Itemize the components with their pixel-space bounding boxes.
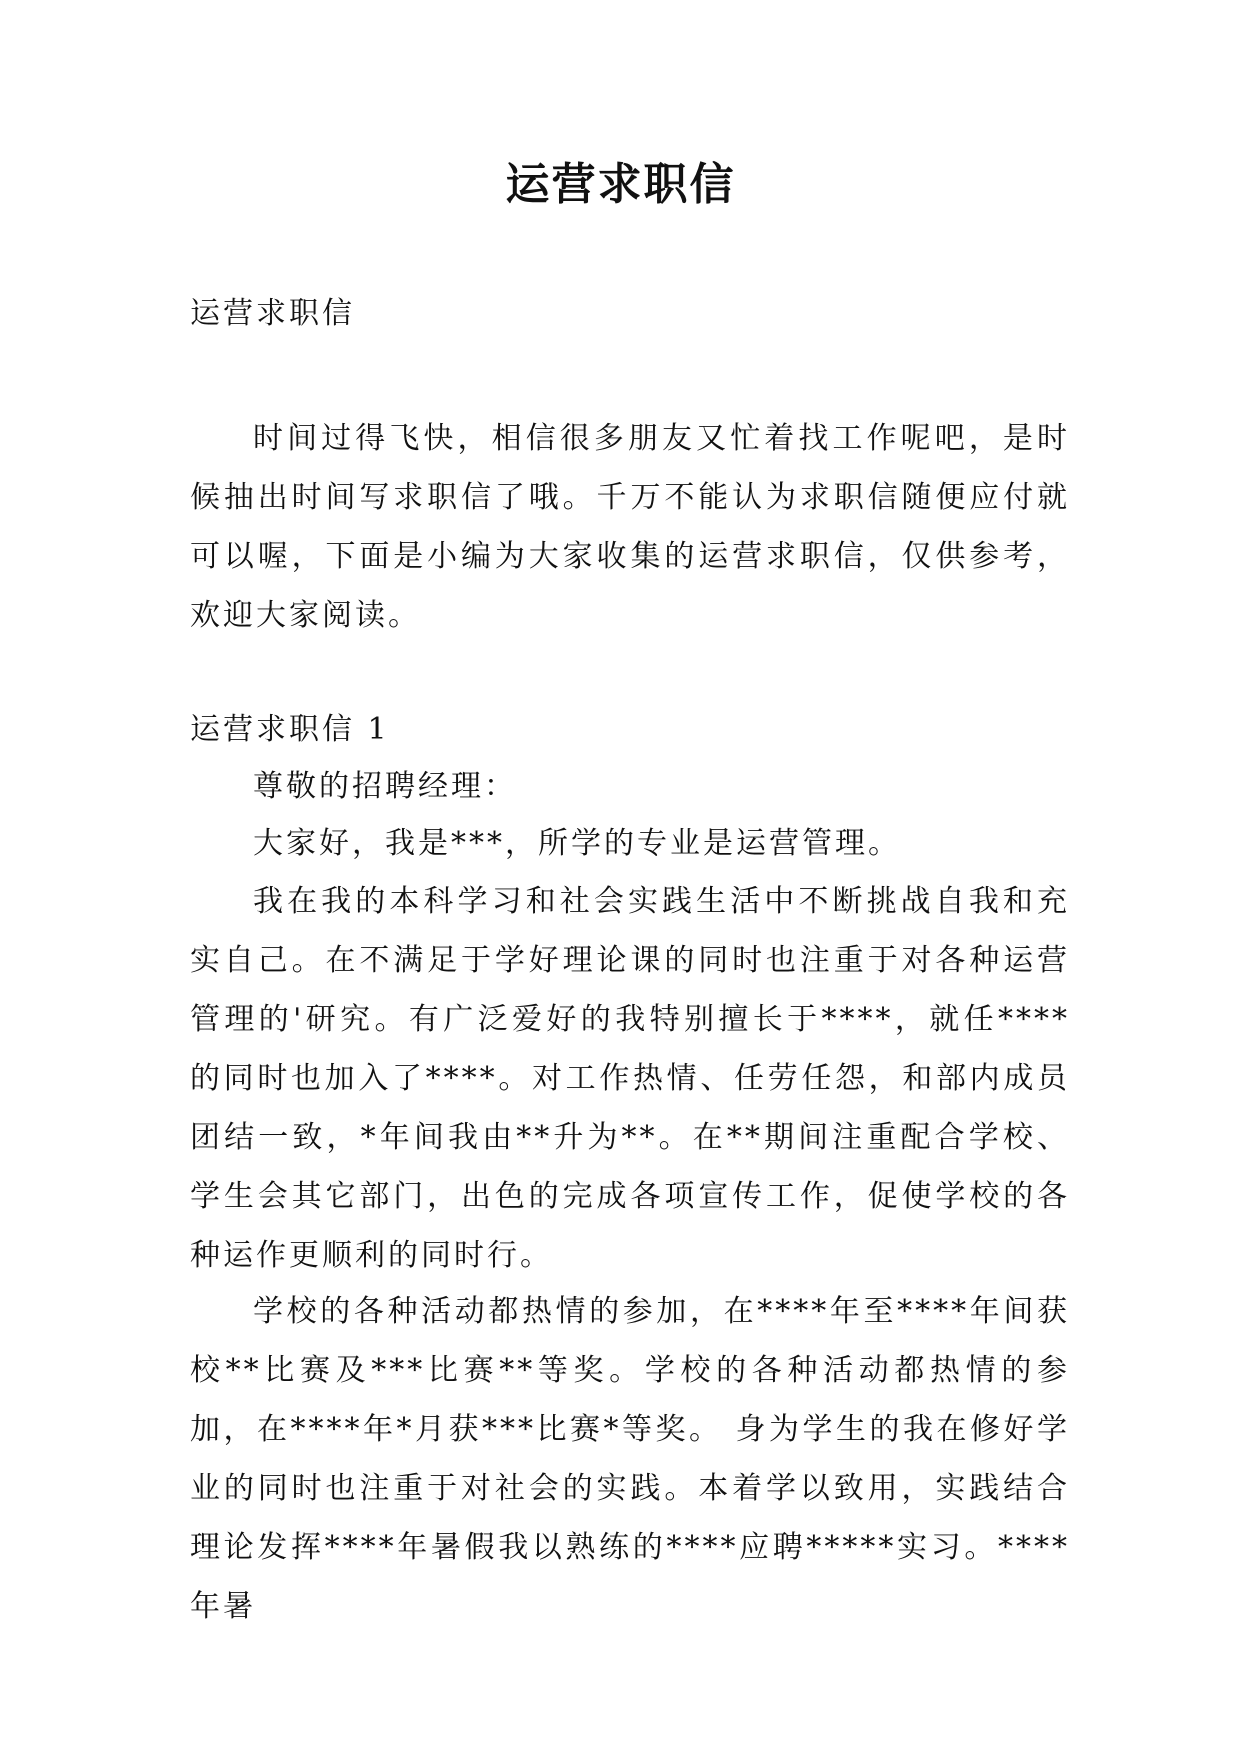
salutation: 尊敬的招聘经理：	[253, 769, 517, 804]
greeting-line: 大家好，我是***，所学的专业是运营管理。	[253, 826, 901, 861]
document-subtitle: 运营求职信	[190, 296, 355, 331]
body-paragraph-1: 我在我的本科学习和社会实践生活中不断挑战自我和充实自己。在不满足于学好理论课的同时也注重于对各种运营管理的'研究。有广泛爱好的我特别擅长于****，就任****的同时也加入了****。对工作热情、任劳任怨，和部内成员团结一致，*年间我由**升为**。在**期间注重配合学校、学生会其它部门，出色的完成各项宣传工作，促使学校的各种运作更顺利的同时行。	[190, 884, 1070, 1273]
section-heading: 运营求职信 1	[190, 712, 390, 747]
intro-paragraph: 时间过得飞快，相信很多朋友又忙着找工作呢吧，是时候抽出时间写求职信了哦。千万不能认为求职信随便应付就可以喔，下面是小编为大家收集的运营求职信，仅供参考，欢迎大家阅读。	[190, 421, 1070, 633]
body-paragraph-2: 学校的各种活动都热情的参加，在****年至****年间获校**比赛及***比赛**等奖。学校的各种活动都热情的参加，在****年*月获***比赛*等奖。 身为学生的我在修好学业的同时也注重于对社会的实践。本着学以致用，实践结合理论发挥****年暑假我以熟练的****应聘*****实习。****年暑	[190, 1294, 1070, 1624]
document-title: 运营求职信	[505, 159, 736, 210]
